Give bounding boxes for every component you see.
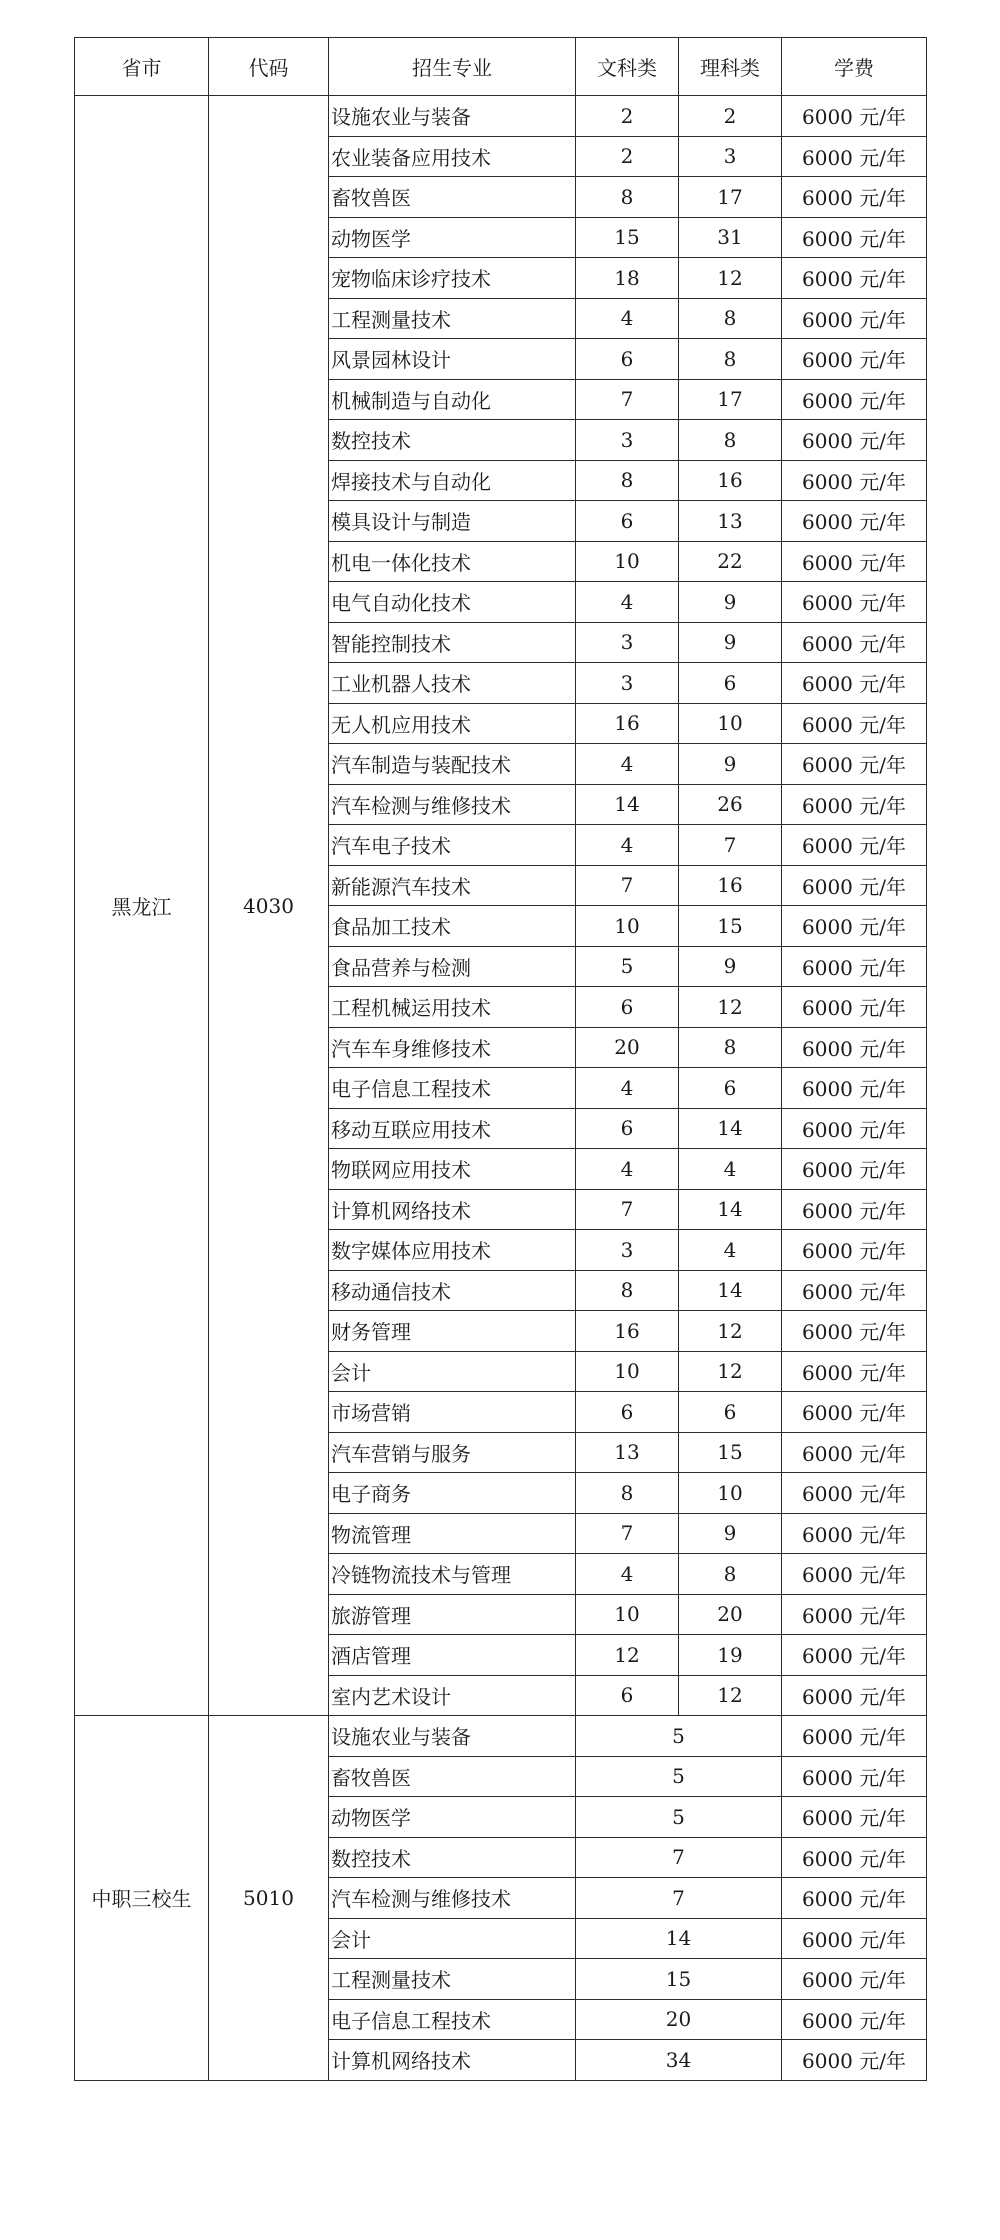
arts-count-cell: 6: [576, 1392, 679, 1433]
table-row: [75, 1716, 927, 1757]
arts-count-cell: 4: [576, 1554, 679, 1595]
total-count-cell: 5: [576, 1716, 782, 1757]
major-cell: 汽车检测与维修技术: [329, 1878, 576, 1919]
arts-count-cell: 5: [576, 946, 679, 987]
major-cell: 数控技术: [329, 1837, 576, 1878]
science-count-cell: 19: [679, 1635, 782, 1676]
science-count-cell: 8: [679, 420, 782, 461]
major-cell: 室内艺术设计: [329, 1675, 576, 1716]
major-cell: 新能源汽车技术: [329, 865, 576, 906]
arts-count-cell: 6: [576, 1675, 679, 1716]
tuition-cell: 6000 元/年: [782, 541, 927, 582]
major-cell: 冷链物流技术与管理: [329, 1554, 576, 1595]
arts-count-cell: 2: [576, 96, 679, 137]
major-cell: 机械制造与自动化: [329, 379, 576, 420]
tuition-cell: 6000 元/年: [782, 298, 927, 339]
tuition-cell: 6000 元/年: [782, 96, 927, 137]
total-count-cell: 14: [576, 1918, 782, 1959]
tuition-cell: 6000 元/年: [782, 622, 927, 663]
major-cell: 动物医学: [329, 1797, 576, 1838]
science-count-cell: 2: [679, 96, 782, 137]
tuition-cell: 6000 元/年: [782, 1270, 927, 1311]
tuition-cell: 6000 元/年: [782, 1675, 927, 1716]
major-cell: 会计: [329, 1918, 576, 1959]
arts-count-cell: 6: [576, 501, 679, 542]
arts-count-cell: 16: [576, 703, 679, 744]
major-cell: 汽车检测与维修技术: [329, 784, 576, 825]
province-cell: 中职三校生: [75, 1716, 209, 2081]
science-count-cell: 7: [679, 825, 782, 866]
major-cell: 电子信息工程技术: [329, 1068, 576, 1109]
science-count-cell: 8: [679, 298, 782, 339]
arts-count-cell: 8: [576, 460, 679, 501]
header-tuition: 学费: [782, 38, 927, 96]
major-cell: 风景园林设计: [329, 339, 576, 380]
arts-count-cell: 20: [576, 1027, 679, 1068]
arts-count-cell: 14: [576, 784, 679, 825]
tuition-cell: 6000 元/年: [782, 1554, 927, 1595]
tuition-cell: 6000 元/年: [782, 1189, 927, 1230]
arts-count-cell: 4: [576, 825, 679, 866]
science-count-cell: 8: [679, 339, 782, 380]
major-cell: 畜牧兽医: [329, 1756, 576, 1797]
arts-count-cell: 3: [576, 622, 679, 663]
major-cell: 会计: [329, 1351, 576, 1392]
arts-count-cell: 13: [576, 1432, 679, 1473]
arts-count-cell: 6: [576, 339, 679, 380]
major-cell: 模具设计与制造: [329, 501, 576, 542]
science-count-cell: 14: [679, 1189, 782, 1230]
tuition-cell: 6000 元/年: [782, 1594, 927, 1635]
arts-count-cell: 10: [576, 906, 679, 947]
tuition-cell: 6000 元/年: [782, 1756, 927, 1797]
science-count-cell: 15: [679, 1432, 782, 1473]
tuition-cell: 6000 元/年: [782, 987, 927, 1028]
tuition-cell: 6000 元/年: [782, 1068, 927, 1109]
tuition-cell: 6000 元/年: [782, 1311, 927, 1352]
tuition-cell: 6000 元/年: [782, 177, 927, 218]
tuition-cell: 6000 元/年: [782, 663, 927, 704]
science-count-cell: 26: [679, 784, 782, 825]
arts-count-cell: 3: [576, 420, 679, 461]
science-count-cell: 3: [679, 136, 782, 177]
major-cell: 动物医学: [329, 217, 576, 258]
science-count-cell: 13: [679, 501, 782, 542]
major-cell: 工程测量技术: [329, 298, 576, 339]
science-count-cell: 12: [679, 1675, 782, 1716]
tuition-cell: 6000 元/年: [782, 906, 927, 947]
science-count-cell: 15: [679, 906, 782, 947]
tuition-cell: 6000 元/年: [782, 1149, 927, 1190]
tuition-cell: 6000 元/年: [782, 1027, 927, 1068]
arts-count-cell: 10: [576, 1351, 679, 1392]
major-cell: 市场营销: [329, 1392, 576, 1433]
tuition-cell: 6000 元/年: [782, 379, 927, 420]
header-province: 省市: [75, 38, 209, 96]
major-cell: 宠物临床诊疗技术: [329, 258, 576, 299]
major-cell: 汽车车身维修技术: [329, 1027, 576, 1068]
arts-count-cell: 3: [576, 1230, 679, 1271]
total-count-cell: 7: [576, 1837, 782, 1878]
tuition-cell: 6000 元/年: [782, 865, 927, 906]
total-count-cell: 5: [576, 1756, 782, 1797]
tuition-cell: 6000 元/年: [782, 1108, 927, 1149]
science-count-cell: 17: [679, 177, 782, 218]
arts-count-cell: 4: [576, 744, 679, 785]
science-count-cell: 16: [679, 865, 782, 906]
science-count-cell: 9: [679, 582, 782, 623]
science-count-cell: 9: [679, 744, 782, 785]
header-major: 招生专业: [329, 38, 576, 96]
science-count-cell: 12: [679, 1351, 782, 1392]
tuition-cell: 6000 元/年: [782, 1230, 927, 1271]
major-cell: 食品加工技术: [329, 906, 576, 947]
arts-count-cell: 2: [576, 136, 679, 177]
science-count-cell: 4: [679, 1149, 782, 1190]
table-body: [75, 96, 927, 2081]
science-count-cell: 31: [679, 217, 782, 258]
major-cell: 工业机器人技术: [329, 663, 576, 704]
tuition-cell: 6000 元/年: [782, 2040, 927, 2081]
major-cell: 物联网应用技术: [329, 1149, 576, 1190]
arts-count-cell: 12: [576, 1635, 679, 1676]
arts-count-cell: 7: [576, 1189, 679, 1230]
major-cell: 畜牧兽医: [329, 177, 576, 218]
science-count-cell: 14: [679, 1108, 782, 1149]
arts-count-cell: 7: [576, 865, 679, 906]
major-cell: 电子信息工程技术: [329, 1999, 576, 2040]
arts-count-cell: 7: [576, 379, 679, 420]
arts-count-cell: 16: [576, 1311, 679, 1352]
science-count-cell: 6: [679, 1068, 782, 1109]
science-count-cell: 12: [679, 258, 782, 299]
header-science: 理科类: [679, 38, 782, 96]
science-count-cell: 12: [679, 1311, 782, 1352]
science-count-cell: 9: [679, 1513, 782, 1554]
arts-count-cell: 4: [576, 582, 679, 623]
tuition-cell: 6000 元/年: [782, 1635, 927, 1676]
major-cell: 机电一体化技术: [329, 541, 576, 582]
major-cell: 农业装备应用技术: [329, 136, 576, 177]
major-cell: 旅游管理: [329, 1594, 576, 1635]
tuition-cell: 6000 元/年: [782, 744, 927, 785]
arts-count-cell: 6: [576, 987, 679, 1028]
code-cell: 5010: [209, 1716, 329, 2081]
tuition-cell: 6000 元/年: [782, 258, 927, 299]
enrollment-table: [74, 37, 927, 2081]
tuition-cell: 6000 元/年: [782, 501, 927, 542]
major-cell: 食品营养与检测: [329, 946, 576, 987]
major-cell: 汽车营销与服务: [329, 1432, 576, 1473]
tuition-cell: 6000 元/年: [782, 339, 927, 380]
tuition-cell: 6000 元/年: [782, 825, 927, 866]
major-cell: 移动通信技术: [329, 1270, 576, 1311]
major-cell: 数字媒体应用技术: [329, 1230, 576, 1271]
total-count-cell: 20: [576, 1999, 782, 2040]
major-cell: 工程测量技术: [329, 1959, 576, 2000]
science-count-cell: 8: [679, 1027, 782, 1068]
arts-count-cell: 4: [576, 298, 679, 339]
total-count-cell: 34: [576, 2040, 782, 2081]
tuition-cell: 6000 元/年: [782, 1513, 927, 1554]
tuition-cell: 6000 元/年: [782, 1392, 927, 1433]
major-cell: 设施农业与装备: [329, 1716, 576, 1757]
header-arts: 文科类: [576, 38, 679, 96]
tuition-cell: 6000 元/年: [782, 136, 927, 177]
tuition-cell: 6000 元/年: [782, 582, 927, 623]
science-count-cell: 6: [679, 663, 782, 704]
science-count-cell: 22: [679, 541, 782, 582]
tuition-cell: 6000 元/年: [782, 1716, 927, 1757]
table-row: [75, 96, 927, 137]
major-cell: 电气自动化技术: [329, 582, 576, 623]
province-cell: 黑龙江: [75, 96, 209, 1716]
science-count-cell: 9: [679, 622, 782, 663]
tuition-cell: 6000 元/年: [782, 1837, 927, 1878]
major-cell: 无人机应用技术: [329, 703, 576, 744]
major-cell: 数控技术: [329, 420, 576, 461]
arts-count-cell: 8: [576, 1270, 679, 1311]
total-count-cell: 5: [576, 1797, 782, 1838]
arts-count-cell: 4: [576, 1149, 679, 1190]
code-cell: 4030: [209, 96, 329, 1716]
major-cell: 移动互联应用技术: [329, 1108, 576, 1149]
science-count-cell: 6: [679, 1392, 782, 1433]
major-cell: 智能控制技术: [329, 622, 576, 663]
science-count-cell: 8: [679, 1554, 782, 1595]
tuition-cell: 6000 元/年: [782, 703, 927, 744]
major-cell: 酒店管理: [329, 1635, 576, 1676]
major-cell: 焊接技术与自动化: [329, 460, 576, 501]
tuition-cell: 6000 元/年: [782, 1959, 927, 2000]
tuition-cell: 6000 元/年: [782, 1918, 927, 1959]
arts-count-cell: 4: [576, 1068, 679, 1109]
science-count-cell: 9: [679, 946, 782, 987]
tuition-cell: 6000 元/年: [782, 460, 927, 501]
total-count-cell: 15: [576, 1959, 782, 2000]
arts-count-cell: 6: [576, 1108, 679, 1149]
tuition-cell: 6000 元/年: [782, 1473, 927, 1514]
tuition-cell: 6000 元/年: [782, 1878, 927, 1919]
major-cell: 电子商务: [329, 1473, 576, 1514]
tuition-cell: 6000 元/年: [782, 946, 927, 987]
major-cell: 物流管理: [329, 1513, 576, 1554]
science-count-cell: 4: [679, 1230, 782, 1271]
arts-count-cell: 3: [576, 663, 679, 704]
arts-count-cell: 18: [576, 258, 679, 299]
arts-count-cell: 7: [576, 1513, 679, 1554]
arts-count-cell: 8: [576, 1473, 679, 1514]
tuition-cell: 6000 元/年: [782, 420, 927, 461]
science-count-cell: 10: [679, 703, 782, 744]
science-count-cell: 12: [679, 987, 782, 1028]
science-count-cell: 16: [679, 460, 782, 501]
science-count-cell: 17: [679, 379, 782, 420]
tuition-cell: 6000 元/年: [782, 217, 927, 258]
tuition-cell: 6000 元/年: [782, 1351, 927, 1392]
arts-count-cell: 15: [576, 217, 679, 258]
science-count-cell: 10: [679, 1473, 782, 1514]
science-count-cell: 20: [679, 1594, 782, 1635]
tuition-cell: 6000 元/年: [782, 1797, 927, 1838]
major-cell: 汽车制造与装配技术: [329, 744, 576, 785]
header-code: 代码: [209, 38, 329, 96]
arts-count-cell: 10: [576, 1594, 679, 1635]
major-cell: 汽车电子技术: [329, 825, 576, 866]
major-cell: 计算机网络技术: [329, 2040, 576, 2081]
major-cell: 财务管理: [329, 1311, 576, 1352]
total-count-cell: 7: [576, 1878, 782, 1919]
arts-count-cell: 10: [576, 541, 679, 582]
tuition-cell: 6000 元/年: [782, 784, 927, 825]
arts-count-cell: 8: [576, 177, 679, 218]
major-cell: 设施农业与装备: [329, 96, 576, 137]
science-count-cell: 14: [679, 1270, 782, 1311]
tuition-cell: 6000 元/年: [782, 1999, 927, 2040]
major-cell: 计算机网络技术: [329, 1189, 576, 1230]
header-row: [75, 38, 927, 96]
tuition-cell: 6000 元/年: [782, 1432, 927, 1473]
major-cell: 工程机械运用技术: [329, 987, 576, 1028]
